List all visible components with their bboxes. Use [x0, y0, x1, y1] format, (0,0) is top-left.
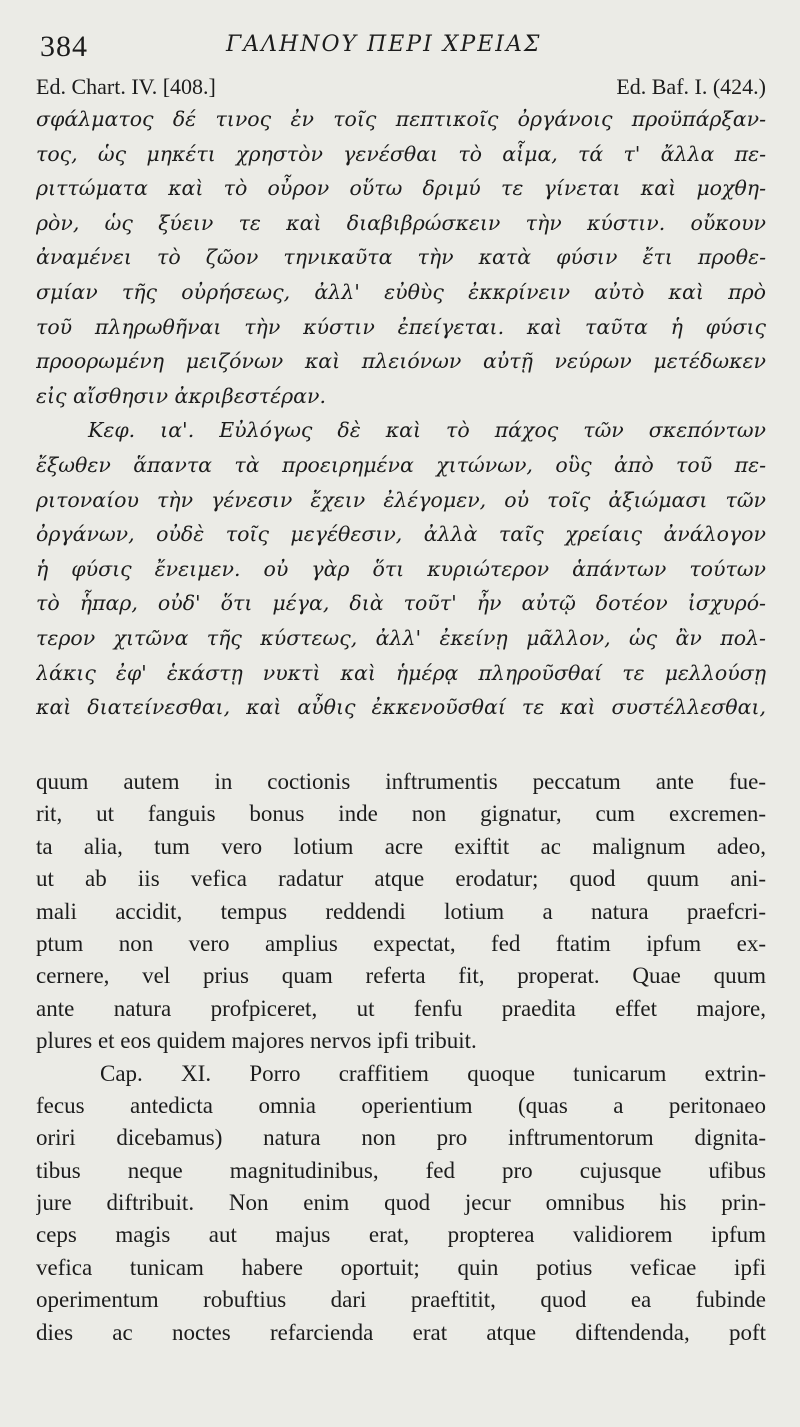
greek-line: καὶ διατείνεσθαι, καὶ αὖθις ἐκκενοῦσθαί τε καὶ συστέλλεσθαι,: [36, 695, 766, 720]
greek-line: σφάλματος δέ τινος ἐν τοῖς πεπτικοῖς ὀργάνοις προϋπάρξαν-: [36, 107, 766, 131]
greek-line: λάκις ἐφ' ἑκάστῃ νυκτὶ καὶ ἡμέρᾳ πληροῦσθαί τε μελλούσῃ: [36, 660, 766, 685]
latin-line: dies ac noctes refarcienda erat atque diftendenda, poft: [36, 1319, 766, 1345]
edition-chartier-reference: Ed. Chart. IV. [408.]: [36, 74, 216, 99]
greek-line: ἀναμένει τὸ ζῶον τηνικαῦτα τὴν κατὰ φύσιν ἔτι προθε-: [36, 245, 766, 270]
latin-line: jure diftribuit. Non enim quod jecur omnibus his prin-: [36, 1190, 766, 1216]
latin-line: mali accidit, tempus reddendi lotium a natura praefcri-: [36, 898, 766, 924]
edition-basel-reference: Ed. Baf. I. (424.): [616, 74, 766, 99]
latin-line: tibus neque magnitudinibus, fed pro cujusque ufibus: [36, 1157, 766, 1183]
greek-line: εἰς αἴσθησιν ἀκριβεστέραν.: [36, 383, 326, 408]
latin-line: ta alia, tum vero lotium acre exiftit ac malignum adeo,: [36, 833, 766, 859]
greek-chapter-heading-line: Κεφ. ια'. Εὐλόγως δὲ καὶ τὸ πάχος τῶν σκεπόντων: [88, 418, 766, 443]
latin-line: oriri dicebamus) natura non pro inftrumentorum dignita-: [36, 1125, 766, 1151]
latin-line: ptum non vero amplius expectat, fed ftatim ipfum ex-: [36, 930, 766, 956]
latin-line: ante natura profpiceret, ut fenfu praedita effet majore,: [36, 995, 766, 1021]
greek-line: ριττώματα καὶ τὸ οὖρον οὕτω δριμύ τε γίνεται καὶ μοχθη-: [36, 176, 766, 201]
greek-line: ἡ φύσις ἔνειμεν. οὐ γὰρ ὅτι κυριώτερον ἁπάντων τούτων: [36, 556, 766, 581]
latin-line: rit, ut fanguis bonus inde non gignatur, cum excremen-: [36, 801, 766, 827]
greek-line: ρὸν, ὡς ξύειν τε καὶ διαβιβρώσκειν τὴν κύστιν. οὔκουν: [36, 210, 766, 235]
latin-line: operimentum robuftius dari praeftitit, quod ea fubinde: [36, 1287, 766, 1313]
greek-text-block: [36, 102, 766, 725]
edition-reference-line: [36, 74, 766, 104]
greek-line: τοῦ πληρωθῆναι τὴν κύστιν ἐπείγεται. καὶ ταῦτα ἡ φύσις: [36, 314, 766, 339]
latin-line: plures et eos quidem majores nervos ipfi tribuit.: [36, 1028, 477, 1054]
latin-text-block: [36, 766, 766, 1349]
greek-line: προορωμένη μειζόνων καὶ πλειόνων αὐτῇ νεύρων μετέδωκεν: [36, 349, 766, 374]
greek-line: σμίαν τῆς οὐρήσεως, ἀλλ' εὐθὺς ἐκκρίνειν αὐτὸ καὶ πρὸ: [36, 279, 766, 304]
greek-line: τερον χιτῶνα τῆς κύστεως, ἀλλ' ἐκείνῃ μᾶλλον, ὡς ἂν πολ-: [36, 625, 766, 650]
greek-line: ὀργάνων, οὐδὲ τοῖς μεγέθεσιν, ἀλλὰ ταῖς χρείαις ἀνάλογον: [36, 522, 766, 547]
greek-line: τος, ὡς μηκέτι χρηστὸν γενέσθαι τὸ αἷμα, τά τ' ἄλλα πε-: [36, 141, 766, 166]
latin-line: fecus antedicta omnia operientium (quas a peritonaeo: [36, 1092, 766, 1118]
page-header: [36, 28, 766, 68]
running-title: ΓΑΛΗΝΟΥ ΠΕΡΙ ΧΡΕΙΑΣ: [226, 32, 542, 57]
latin-line: cernere, vel prius quam referta fit, properat. Quae quum: [36, 963, 766, 989]
page-number: 384: [40, 30, 88, 63]
latin-chapter-heading-line: Cap. XI. Porro craffitiem quoque tunicarum extrin-: [100, 1060, 766, 1086]
latin-line: quum autem in coctionis inftrumentis peccatum ante fue-: [36, 769, 766, 794]
latin-line: vefica tunicam habere oportuit; quin potius veficae ipfi: [36, 1254, 766, 1280]
greek-line: ριτοναίου τὴν γένεσιν ἔχειν ἐλέγομεν, οὐ τοῖς ἀξιώμασι τῶν: [36, 487, 766, 512]
latin-line: ut ab iis vefica radatur atque erodatur; quod quum ani-: [36, 866, 766, 892]
greek-line: ἔξωθεν ἅπαντα τὰ προειρημένα χιτώνων, οὓς ἀπὸ τοῦ πε-: [36, 452, 766, 477]
latin-line: ceps magis aut majus erat, propterea validiorem ipfum: [36, 1222, 766, 1248]
greek-line: τὸ ἧπαρ, οὐδ' ὅτι μέγα, διὰ τοῦτ' ἦν αὐτῷ δοτέον ἰσχυρό-: [36, 591, 766, 616]
